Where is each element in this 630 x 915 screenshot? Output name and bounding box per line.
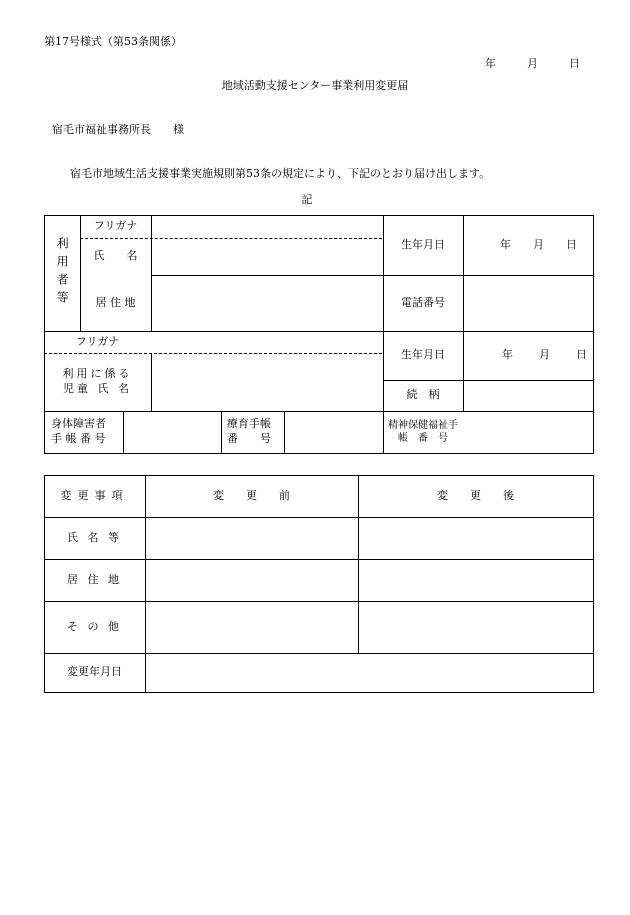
change-item-header: 変更事項 bbox=[60, 488, 129, 502]
relationship-label: 続 柄 bbox=[406, 388, 440, 402]
name-before-field[interactable] bbox=[146, 518, 358, 559]
form-number: 第17号様式（第53条関係） bbox=[44, 35, 182, 48]
addressee: 宿毛市福祉事務所長 様 bbox=[52, 123, 184, 136]
date-day-label: 日 bbox=[569, 57, 580, 70]
ki-heading: 記 bbox=[301, 193, 313, 206]
phone-label: 電話番号 bbox=[401, 295, 445, 309]
child-name-field[interactable] bbox=[152, 354, 382, 411]
disability-notebook-field[interactable] bbox=[124, 412, 221, 453]
birthdate-label: 生年月日 bbox=[401, 237, 445, 251]
child-furigana-label: フリガナ bbox=[75, 334, 120, 348]
submission-date bbox=[485, 58, 580, 69]
user-group-label: 利用者等 bbox=[55, 237, 70, 309]
child-name-label: 利用に係る 児童 氏 名 bbox=[62, 367, 133, 395]
change-date-field[interactable] bbox=[146, 654, 593, 692]
date-month-label: 月 bbox=[527, 57, 538, 70]
address-label: 居 住 地 bbox=[95, 295, 136, 309]
address-field[interactable] bbox=[152, 276, 382, 331]
address-after-field[interactable] bbox=[359, 560, 593, 601]
ryoiku-notebook-field[interactable] bbox=[285, 412, 383, 453]
row-address-label: 居 住 地 bbox=[67, 572, 122, 586]
before-change-header: 変 更 前 bbox=[213, 488, 290, 502]
other-after-field[interactable] bbox=[359, 602, 593, 653]
row-other-label: そ の 他 bbox=[67, 619, 122, 633]
row-name-label: 氏 名 等 bbox=[67, 530, 122, 544]
name-after-field[interactable] bbox=[359, 518, 593, 559]
disability-notebook-label: 身体障害者 手 帳 番 号 bbox=[51, 417, 106, 445]
name-field[interactable] bbox=[152, 239, 382, 275]
furigana-field[interactable] bbox=[152, 216, 382, 238]
ryoiku-notebook-label: 療育手帳 番 号 bbox=[227, 417, 271, 445]
relationship-field[interactable] bbox=[464, 381, 593, 411]
other-before-field[interactable] bbox=[146, 602, 358, 653]
date-year-label: 年 bbox=[485, 57, 496, 70]
child-birthdate-label: 生年月日 bbox=[401, 348, 445, 362]
phone-field[interactable] bbox=[464, 276, 593, 331]
body-text: 宿毛市地域生活支援事業実施規則第53条の規定により、下記のとおり届け出します。 bbox=[70, 167, 491, 180]
furigana-label: フリガナ bbox=[93, 219, 138, 233]
child-birthdate-field[interactable]: 年 月 日 bbox=[502, 348, 587, 362]
mental-health-notebook-field[interactable] bbox=[464, 412, 593, 453]
name-label: 氏 名 bbox=[93, 249, 138, 263]
row-change-date-label: 変更年月日 bbox=[67, 665, 122, 679]
document-title: 地域活動支援センター事業利用変更届 bbox=[221, 79, 409, 92]
mental-health-notebook-label: 精神保健福祉手 帳 番 号 bbox=[388, 419, 458, 444]
address-before-field[interactable] bbox=[146, 560, 358, 601]
birthdate-field[interactable]: 年 月 日 bbox=[500, 237, 577, 251]
after-change-header: 変 更 後 bbox=[437, 488, 514, 502]
